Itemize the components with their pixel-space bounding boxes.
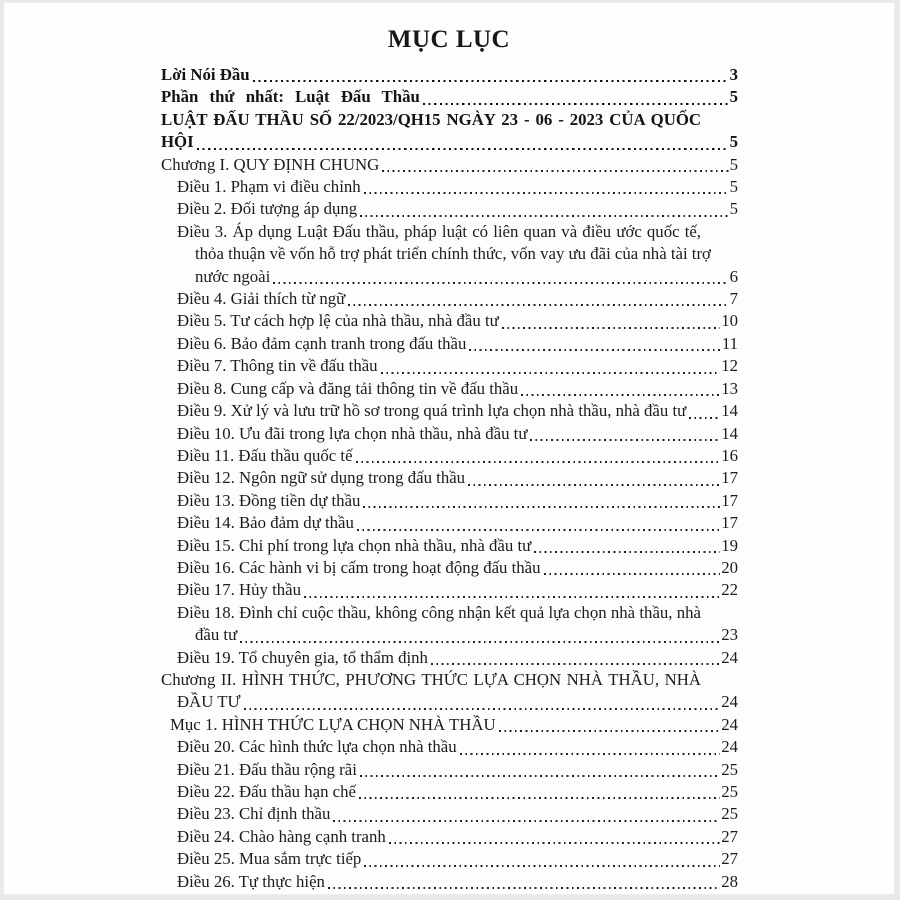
toc-line [161,310,738,332]
toc-entry [161,333,738,355]
dot-leader [357,512,720,534]
toc-entry-text: Điều 21. Đấu thầu rộng rãi [177,759,357,779]
toc-list [161,64,738,893]
toc-entry [161,871,738,893]
dot-leader [328,871,720,893]
document-page [3,2,895,895]
page-number: 5 [729,199,738,219]
dot-leader [253,64,729,86]
page-number: 10 [721,311,738,331]
dot-leader [534,535,720,557]
page-number: 14 [721,401,738,421]
toc-entry-text: HỘI [161,132,194,152]
page-number: 13 [721,378,738,398]
toc-line: Điều 18. Đình chỉ cuộc thầu, không công nhận kết quả lựa chọn nhà thầu, nhà [177,602,701,622]
toc-line [161,691,738,713]
toc-entry [161,288,738,310]
toc-entry [161,109,738,154]
toc-entry [161,803,738,825]
toc-entry [161,445,738,467]
toc-entry [161,467,738,489]
page-number: 5 [729,87,738,107]
toc-entry [161,579,738,601]
toc-entry [161,378,738,400]
toc-entry-text: Điều 14. Bảo đảm dự thầu [177,513,354,533]
page-number: 25 [721,782,738,801]
dot-leader [544,557,721,579]
dot-leader [348,288,728,310]
toc-line [161,355,738,377]
toc-entry-text: Điều 2. Đối tượng áp dụng [177,199,358,219]
dot-leader [530,423,720,445]
toc-entry [161,176,738,198]
toc-entry [161,423,738,445]
dot-leader [468,467,720,489]
toc-line [161,826,738,848]
page-number: 3 [729,65,738,84]
page-number: 27 [721,826,738,846]
dot-leader [689,400,720,422]
toc-line [161,579,738,601]
dot-leader [364,176,729,198]
dot-leader [240,624,720,646]
toc-entry-text: Điều 9. Xử lý và lưu trữ hồ sơ trong quá trình lựa chọn nhà thầu, nhà đầu tư [177,401,687,421]
page-number: 5 [729,177,738,197]
toc-entry-text: Mục 1. HÌNH THỨC LỰA CHỌN NHÀ THẦU [170,714,496,734]
dot-leader [333,803,720,825]
toc-entry-text: Điều 19. Tổ chuyên gia, tổ thẩm định [177,647,428,667]
toc-entry [161,490,738,512]
toc-line [161,64,738,86]
toc-line: thỏa thuận về vốn hỗ trợ phát triển chính thức, vốn vay ưu đãi của nhà tài trợ [195,244,711,264]
dot-leader [197,131,729,153]
toc-entry [161,221,738,288]
toc-entry [161,602,738,647]
page-number: 24 [721,714,738,734]
dot-leader [499,714,721,736]
toc-line [161,423,738,445]
toc-entry-text: Điều 16. Các hành vi bị cấm trong hoạt động đấu thầu [177,557,541,577]
page-number: 20 [721,557,738,577]
toc-entry [161,198,738,220]
toc-entry-text: Điều 5. Tư cách hợp lệ của nhà thầu, nhà đầu tư [177,311,499,331]
toc-line [161,467,738,489]
page-number: 27 [721,849,738,869]
dot-leader [363,490,720,512]
dot-leader [359,781,720,803]
toc-entry-text: Phần thứ nhất: Luật Đấu Thầu [161,87,420,107]
toc-entry-text: ĐẦU TƯ [177,692,241,712]
toc-line [161,512,738,534]
toc-entry [161,557,738,579]
dot-leader [521,378,720,400]
toc-entry-text: Điều 7. Thông tin về đấu thầu [177,356,378,376]
dot-leader [273,266,728,288]
dot-leader [360,759,720,781]
toc-entry [161,154,738,176]
toc-entry-text: Điều 15. Chi phí trong lựa chọn nhà thầu, nhà đầu tư [177,535,532,555]
toc-entry-text: Điều 4. Giải thích từ ngữ [177,289,346,309]
toc-entry [161,736,738,758]
toc-entry-text: đầu tư [195,625,238,645]
toc-entry-text: Điều 8. Cung cấp và đăng tải thông tin về đấu thầu [177,378,519,398]
toc-entry-text: Điều 22. Đấu thầu hạn chế [177,782,356,801]
page-number: 14 [721,423,738,443]
toc-entry-text: Lời Nói Đầu [161,65,250,84]
toc-line [161,647,738,669]
toc-entry [161,64,738,86]
toc-line [161,490,738,512]
dot-leader [502,310,720,332]
dot-leader [423,86,729,108]
toc-line [161,871,738,893]
dot-leader [431,647,720,669]
toc-line [161,736,738,758]
toc-line: Chương II. HÌNH THỨC, PHƯƠNG THỨC LỰA CHỌN NHÀ THẦU, NHÀ [161,669,701,689]
toc-line [161,714,738,736]
toc-entry [161,826,738,848]
toc-entry-text: Điều 1. Phạm vi điều chỉnh [177,177,361,197]
dot-leader [381,355,721,377]
page-number: 17 [721,468,738,488]
page-number: 5 [729,154,738,174]
dot-leader [360,198,728,220]
toc-line [161,445,738,467]
toc-line [161,86,738,108]
toc-line [161,400,738,422]
toc-line [161,557,738,579]
toc-entry [161,400,738,422]
toc-entry-text: Điều 10. Ưu đãi trong lựa chọn nhà thầu, nhà đầu tư [177,423,528,443]
toc-entry-text: Chương I. QUY ĐỊNH CHUNG [161,154,380,174]
toc-entry [161,848,738,870]
toc-entry-text: Điều 17. Hủy thầu [177,580,301,600]
page-number: 22 [721,580,738,600]
toc-entry [161,669,738,714]
toc-line: LUẬT ĐẤU THẦU SỐ 22/2023/QH15 NGÀY 23 - 06 - 2023 CỦA QUỐC [161,109,701,129]
page-number: 17 [721,513,738,533]
dot-leader [382,154,728,176]
page-number: 16 [721,445,738,465]
page-number: 23 [721,625,738,645]
dot-leader [304,579,720,601]
toc-entry-text: Điều 23. Chỉ định thầu [177,804,331,824]
toc-line [161,266,738,288]
dot-leader [469,333,720,355]
toc-line [161,803,738,825]
page-number: 24 [721,647,738,667]
toc-entry [161,86,738,108]
toc-line [161,154,738,176]
toc-line [161,535,738,557]
toc-entry-text: Điều 13. Đồng tiền dự thầu [177,490,361,510]
toc-line: Điều 3. Áp dụng Luật Đấu thầu, pháp luật có liên quan và điều ước quốc tế, [177,221,701,241]
toc-line [161,759,738,781]
toc-entry [161,535,738,557]
toc-entry-text: Điều 26. Tự thực hiện [177,871,325,891]
toc-line [161,378,738,400]
page-number: 28 [721,871,738,891]
toc-entry-text: Điều 20. Các hình thức lựa chọn nhà thầu [177,737,457,757]
toc-entry-text: Điều 11. Đấu thầu quốc tế [177,445,353,465]
toc-line [161,131,738,153]
toc-entry [161,714,738,736]
dot-leader [460,736,721,758]
toc-entry [161,647,738,669]
toc-line [161,333,738,355]
toc-entry-text: Điều 24. Chào hàng cạnh tranh [177,826,386,846]
toc-line [161,781,738,803]
toc-entry [161,310,738,332]
toc-line [161,624,738,646]
toc-entry [161,355,738,377]
toc-entry-text: Điều 12. Ngôn ngữ sử dụng trong đấu thầu [177,468,466,488]
toc-line [161,198,738,220]
dot-leader [244,691,721,713]
toc-line [161,848,738,870]
page-number: 19 [721,535,738,555]
toc-entry-text: nước ngoài [195,266,271,286]
page-number: 11 [721,333,738,353]
page-number: 24 [721,692,738,712]
page-number: 7 [729,289,738,309]
page-number: 6 [729,266,738,286]
page-number: 25 [721,759,738,779]
toc-entry [161,759,738,781]
toc-line [161,288,738,310]
toc-entry [161,512,738,534]
page-number: 12 [721,356,738,376]
page-number: 5 [729,132,738,152]
page-title: MỤC LỤC [387,26,511,53]
toc-line [161,176,738,198]
dot-leader [389,826,720,848]
dot-leader [356,445,721,467]
page-number: 25 [721,804,738,824]
toc-entry [161,781,738,803]
toc-entry-text: Điều 25. Mua sắm trực tiếp [177,849,362,869]
dot-leader [364,848,720,870]
toc-entry-text: Điều 6. Bảo đảm cạnh tranh trong đấu thầu [177,333,467,353]
page-number: 17 [721,490,738,510]
page-number: 24 [721,737,738,757]
